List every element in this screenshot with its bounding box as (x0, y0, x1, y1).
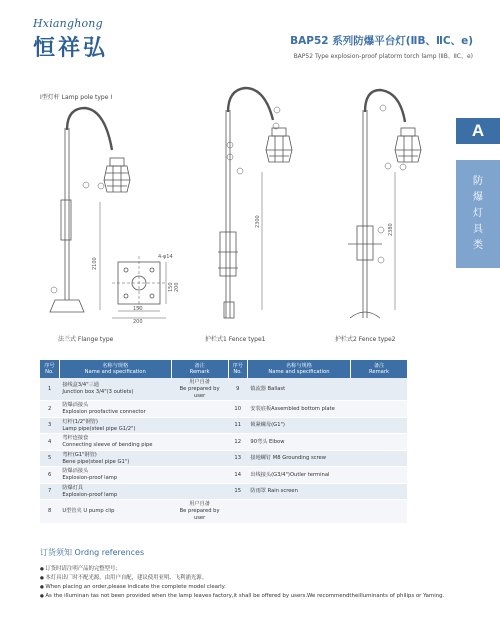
dim-height-1: 2100 (92, 257, 98, 270)
table-cell-remark2 (351, 378, 407, 401)
fence2-label: 护栏式2 Fence type2 (335, 336, 396, 343)
table-cell-remark1 (171, 434, 228, 451)
table-cell-no2 (228, 500, 247, 523)
section-tab-char: 灯 (473, 208, 483, 219)
figure-type-label: Ⅰ型灯杆 Lamp pole type Ⅰ (40, 94, 113, 101)
note-item: ● 本灯具出厂时不配光源，由用户自配，建议使用亚明、飞利浦光源。 (40, 574, 460, 583)
table-cell-name2: 镇流器 Ballast (247, 378, 350, 401)
table-cell-remark1 (171, 483, 228, 500)
table-cell-remark1: 用户自备 Be prepared by user (171, 500, 228, 523)
page-title: BAP52 系列防爆平台灯(ⅡB、ⅡC、e) (290, 35, 473, 47)
table-cell-name1: 接线盒3/4"三通 Junction box 3/4"(3 outlets) (59, 378, 171, 401)
table-cell-remark1 (171, 450, 228, 467)
brand-logo-en: Hxianghong (33, 17, 103, 30)
table-cell-no2: 9 (228, 378, 247, 401)
table-cell-name1: 防爆活接头 Explosion proofactive connector (59, 401, 171, 418)
table-row (40, 500, 407, 523)
table-cell-remark2 (351, 467, 407, 484)
table-cell-name2: 防雨罩 Rain screen (247, 483, 350, 500)
table-row (40, 483, 407, 500)
table-cell-name1: 防爆活接头 Explosion-proof lamp (59, 467, 171, 484)
table-row (40, 378, 407, 401)
table-cell-no1: 1 (40, 378, 59, 401)
note-item: ● As the illuminan tas not been provided when the lamp leaves factory,it shall be offered by users.We recommendtheilluminants of philips or Yaming. (40, 592, 460, 601)
table-row (40, 434, 407, 451)
table-cell-name2: 锁紧螺母(G1") (247, 417, 350, 434)
table-cell-name2: 90弯头 Elbow (247, 434, 350, 451)
table-row (40, 467, 407, 484)
table-cell-remark2 (351, 401, 407, 418)
table-cell-remark2 (351, 483, 407, 500)
table-cell-no1: 3 (40, 417, 59, 434)
table-cell-remark1: 用户自备 Be prepared by user (171, 378, 228, 401)
header-name: 名称与规格 Name and specification (59, 360, 171, 378)
header-no: 序号 No. (228, 360, 247, 378)
table-cell-remark2 (351, 450, 407, 467)
table-cell-name1: 灯杆(1/2"钢管) Lamp pipe(steel pipe G1/2") (59, 417, 171, 434)
table-cell-name2: 接地螺钉 M8 Grounding screw (247, 450, 350, 467)
table-cell-no2: 11 (228, 417, 247, 434)
table-cell-remark1 (171, 401, 228, 418)
table-cell-no1: 8 (40, 500, 59, 523)
header-name: 名称与规格 Name and specification (247, 360, 350, 378)
fence1-label: 护栏式1 Fence type1 (205, 336, 266, 343)
table-cell-remark2 (351, 500, 407, 523)
table-cell-remark1 (171, 467, 228, 484)
table-cell-no1: 5 (40, 450, 59, 467)
header-remark: 备注 Remark (171, 360, 228, 378)
notes-title: 订货须知 Ordng references (40, 548, 145, 557)
brand-logo-cn: 恒祥弘 (33, 35, 109, 61)
table-cell-name1: 弯杆(G1"钢管) Bene pipe(steel pipe G1") (59, 450, 171, 467)
table-cell-no2: 14 (228, 467, 247, 484)
table-row (40, 450, 407, 467)
table-cell-no2: 15 (228, 483, 247, 500)
table-cell-name1: 防爆灯具 Explosion-proof lamp (59, 483, 171, 500)
table-cell-name1: U型管夹 U pump clip (59, 500, 171, 523)
dim-inner: 150 (168, 282, 174, 292)
table-cell-no1: 4 (40, 434, 59, 451)
table-cell-name1: 弯杆连接套 Connecting sleeve of bending pipe (59, 434, 171, 451)
table-cell-name2 (247, 500, 350, 523)
table-cell-no2: 13 (228, 450, 247, 467)
spec-table (40, 360, 407, 524)
table-header-row (40, 360, 407, 378)
header-remark: 备注 Remark (351, 360, 407, 378)
dim-bottom-outer: 200 (133, 319, 143, 325)
section-tab-char: 具 (473, 224, 483, 235)
page-subtitle: BAP52 Type explosion-proof platorm torch lamp (ⅡB、ⅡC、e) (293, 53, 473, 60)
table-cell-name2: 出线接头(G3/4")Outler terminal (247, 467, 350, 484)
notes-list (40, 565, 460, 601)
section-tab-letter[interactable]: A (456, 118, 500, 144)
table-cell-no1: 2 (40, 401, 59, 418)
table-cell-name2: 安装底板Assembled bottom plate (247, 401, 350, 418)
note-item: ● When placing an order,please indicate the complete model clearly. (40, 583, 460, 592)
table-cell-no2: 12 (228, 434, 247, 451)
section-tab-char: 类 (473, 240, 483, 251)
dim-outer: 200 (174, 282, 180, 292)
dim-height-2: 2300 (255, 215, 261, 228)
table-cell-remark1 (171, 417, 228, 434)
dim-bottom-inner: 150 (133, 306, 143, 312)
table-cell-remark2 (351, 434, 407, 451)
table-cell-no2: 10 (228, 401, 247, 418)
section-tab-char: 防 (473, 176, 483, 187)
table-cell-remark2 (351, 417, 407, 434)
header-no: 序号 No. (40, 360, 59, 378)
section-tab-char: 爆 (473, 192, 483, 203)
dim-height-3: 2380 (388, 223, 394, 236)
table-cell-no1: 7 (40, 483, 59, 500)
table-cell-no1: 6 (40, 467, 59, 484)
table-row (40, 401, 407, 418)
dim-hole: 4-φ14 (158, 254, 173, 260)
table-row (40, 417, 407, 434)
flange-type-label: 法兰式 Flange type (58, 336, 114, 343)
note-item: ● 订货时请注明产品的完整型号； (40, 565, 460, 574)
